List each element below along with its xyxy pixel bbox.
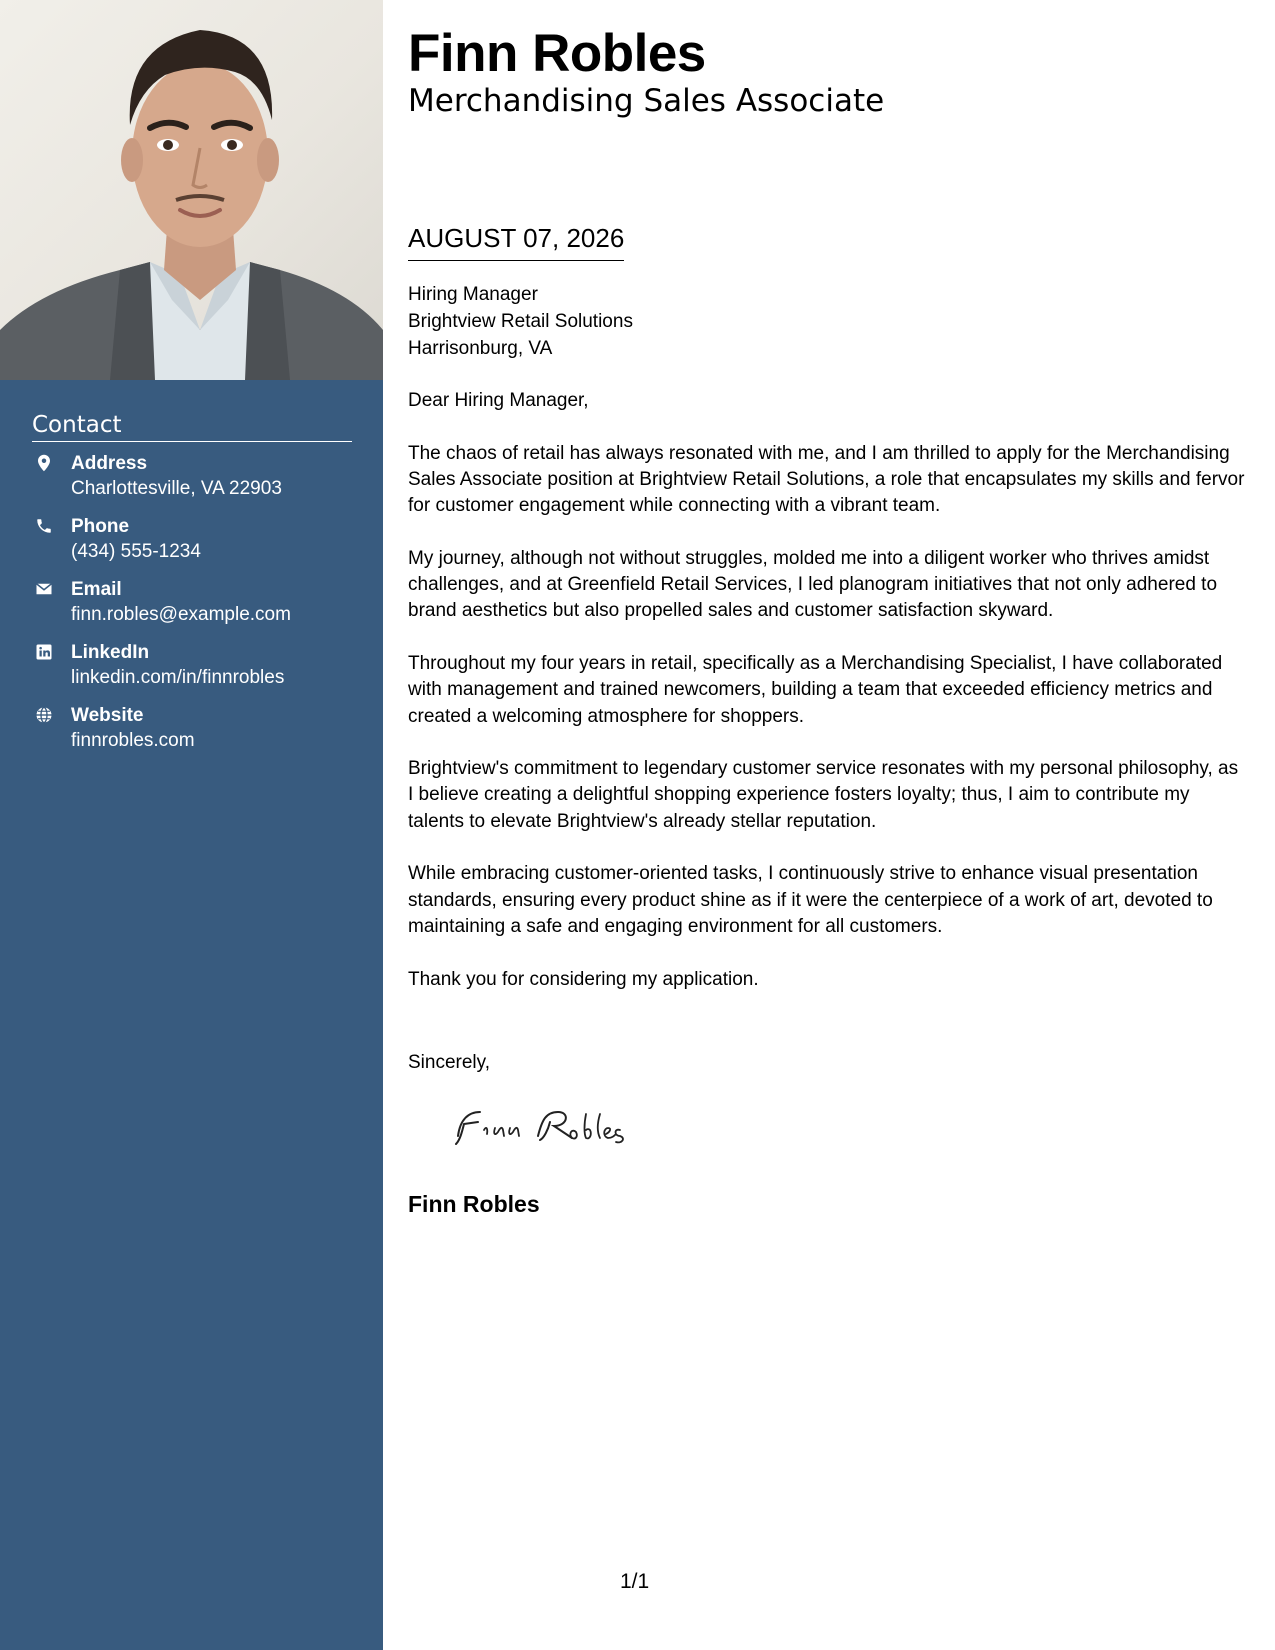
- contact-value[interactable]: finnrobles.com: [71, 730, 195, 751]
- contact-label: Phone: [71, 516, 130, 537]
- phone-icon: [35, 517, 53, 535]
- envelope-icon: [35, 580, 53, 598]
- job-title: Merchandising Sales Associate: [408, 83, 885, 119]
- handwritten-signature: [450, 1100, 640, 1150]
- sidebar: [0, 0, 383, 1650]
- portrait-illustration: [0, 0, 383, 380]
- profile-photo: [0, 0, 383, 380]
- closing: Sincerely,: [408, 1052, 491, 1073]
- contact-heading: Contact: [32, 412, 352, 442]
- contact-value[interactable]: linkedin.com/in/finnrobles: [71, 667, 285, 688]
- contact-item-linkedin: [32, 641, 352, 690]
- contact-item-email: [32, 578, 352, 627]
- contact-section: [32, 412, 352, 767]
- letter-paragraph: Throughout my four years in retail, specifically as a Merchandising Specialist, I have collaborated with management and trained newcomers, building a team that exceeded efficiency metrics and created a welcoming atmosphere for shoppers.: [408, 652, 1223, 727]
- contact-label: Email: [71, 579, 122, 600]
- contact-item-phone: [32, 515, 352, 564]
- recipient-line: Hiring Manager: [408, 284, 538, 305]
- contact-item-website: [32, 704, 352, 753]
- contact-label: Address: [71, 453, 148, 474]
- letter-paragraph: Brightview's commitment to legendary customer service resonates with my personal philosophy, as I believe creating a delightful shopping experience fosters loyalty; thus, I aim to contribute my talents to elevate Brightview's already stellar reputation.: [408, 758, 1239, 832]
- contact-label: LinkedIn: [71, 642, 150, 663]
- linkedin-icon: [35, 643, 53, 661]
- letter-date: AUGUST 07, 2026: [408, 222, 624, 261]
- signed-name: Finn Robles: [408, 1191, 540, 1217]
- contact-value: Charlottesville, VA 22903: [71, 478, 282, 499]
- letter-paragraph: Thank you for considering my application.: [408, 968, 759, 990]
- contact-item-address: [32, 452, 352, 501]
- contact-value: (434) 555-1234: [71, 541, 201, 562]
- recipient-line: Harrisonburg, VA: [408, 338, 553, 359]
- contact-label: Website: [71, 705, 144, 726]
- letter-paragraph: While embracing customer-oriented tasks, I continuously strive to enhance visual presentation standards, ensuring every product shine as if it were the centerpiece of a work of art, devoted to maintaining a safe and engaging environment for all customers.: [408, 863, 1213, 937]
- location-pin-icon: [35, 454, 53, 472]
- recipient-line: Brightview Retail Solutions: [408, 311, 633, 332]
- letter-body: [408, 388, 1248, 1019]
- salutation: Dear Hiring Manager,: [408, 390, 589, 411]
- letter-paragraph: The chaos of retail has always resonated with me, and I am thrilled to apply for the Merchandising Sales Associate position at Brightview Retail Solutions, a role that encapsulates my skills and fervor for customer engagement while connecting with a vibrant team.: [408, 442, 1245, 517]
- contact-value[interactable]: finn.robles@example.com: [71, 604, 291, 625]
- letter-paragraph: My journey, although not without struggles, molded me into a diligent worker who thrives amidst challenges, and at Greenfield Retail Services, I led planogram initiatives that not only adhered to brand aesthetics but also propelled sales and customer satisfaction skyward.: [408, 547, 1218, 622]
- globe-icon: [35, 706, 53, 724]
- page-number: 1/1: [620, 1570, 650, 1593]
- applicant-name: Finn Robles: [408, 24, 706, 83]
- recipient-block: [408, 281, 633, 362]
